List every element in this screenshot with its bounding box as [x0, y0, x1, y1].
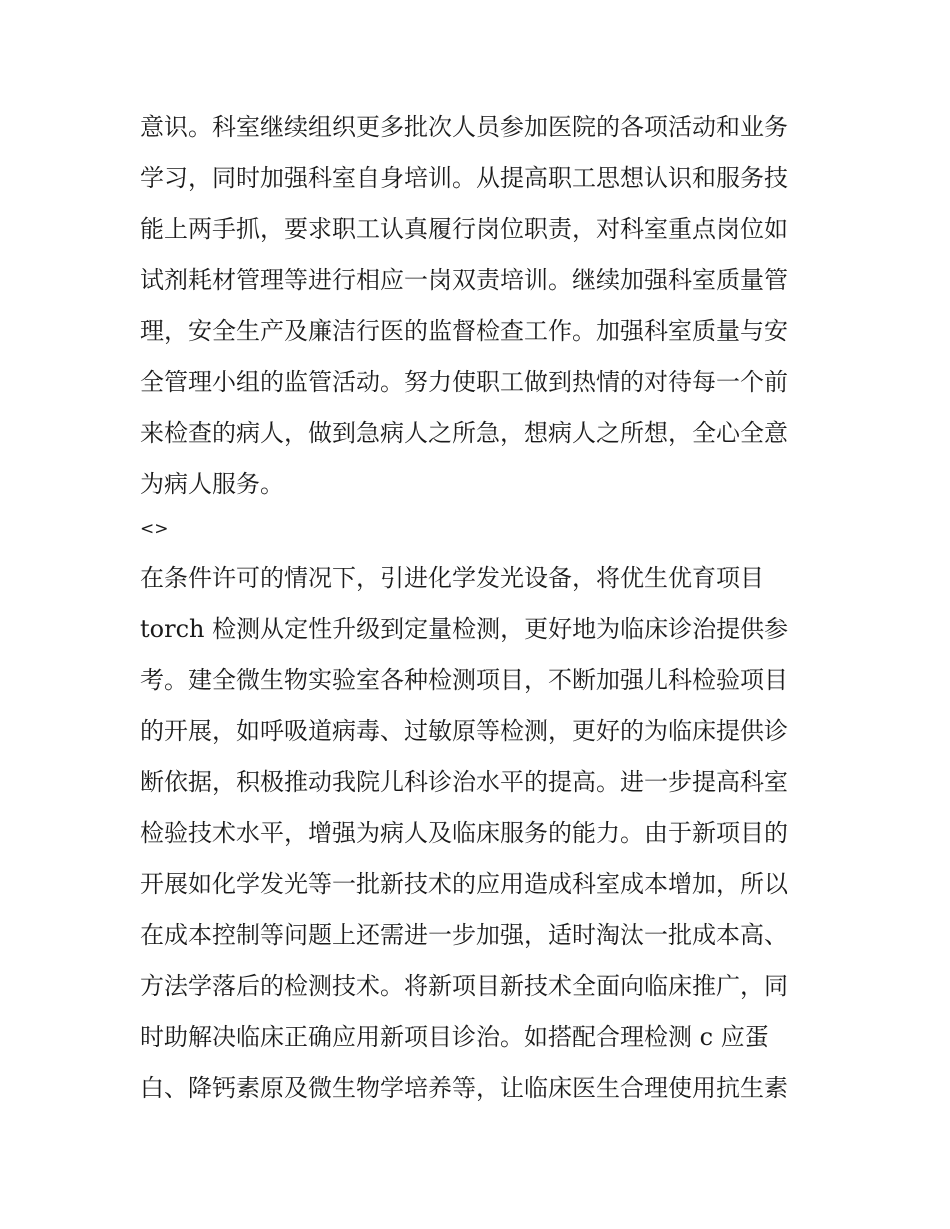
text-line: 学习，同时加强科室自身培训。从提高职工思想认识和服务技 — [140, 164, 788, 192]
text-line: 在成本控制等问题上还需进一步加强，适时淘汰一批成本高、 — [140, 921, 788, 949]
text-line: 能上两手抓，要求职工认真履行岗位职责，对科室重点岗位如 — [140, 215, 788, 243]
text-line: 断依据，积极推动我院儿科诊治水平的提高。进一步提高科室 — [140, 768, 788, 796]
text-line: torch 检测从定性升级到定量检测，更好地为临床诊治提供参 — [140, 615, 789, 643]
text-line: 时助解决临床正确应用新项目诊治。如搭配合理检测 c 应蛋 — [140, 1023, 769, 1051]
text-line: 理，安全生产及廉洁行医的监督检查工作。加强科室质量与安 — [140, 317, 788, 345]
text-line: 开展如化学发光等一批新技术的应用造成科室成本增加，所以 — [140, 870, 788, 898]
text-line: 在条件许可的情况下，引进化学发光设备，将优生优育项目 — [140, 564, 764, 592]
text-line: 考。建全微生物实验室各种检测项目，不断加强儿科检验项目 — [140, 666, 788, 694]
text-line: 白、降钙素原及微生物学培养等，让临床医生合理使用抗生素 — [140, 1074, 788, 1102]
text-line: 意识。科室继续组织更多批次人员参加医院的各项活动和业务 — [140, 113, 788, 141]
text-line: 为病人服务。 — [140, 470, 284, 498]
text-line: 的开展，如呼吸道病毒、过敏原等检测，更好的为临床提供诊 — [140, 717, 788, 745]
text-line: 方法学落后的检测技术。将新项目新技术全面向临床推广，同 — [140, 972, 788, 1000]
text-line: 检验技术水平，增强为病人及临床服务的能力。由于新项目的 — [140, 819, 788, 847]
text-line: 来检查的病人，做到急病人之所急，想病人之所想，全心全意 — [140, 419, 788, 447]
text-line: 试剂耗材管理等进行相应一岗双责培训。继续加强科室质量管 — [140, 266, 788, 294]
text-line: 全管理小组的监管活动。努力使职工做到热情的对待每一个前 — [140, 368, 788, 396]
section-separator: <> — [140, 519, 169, 539]
